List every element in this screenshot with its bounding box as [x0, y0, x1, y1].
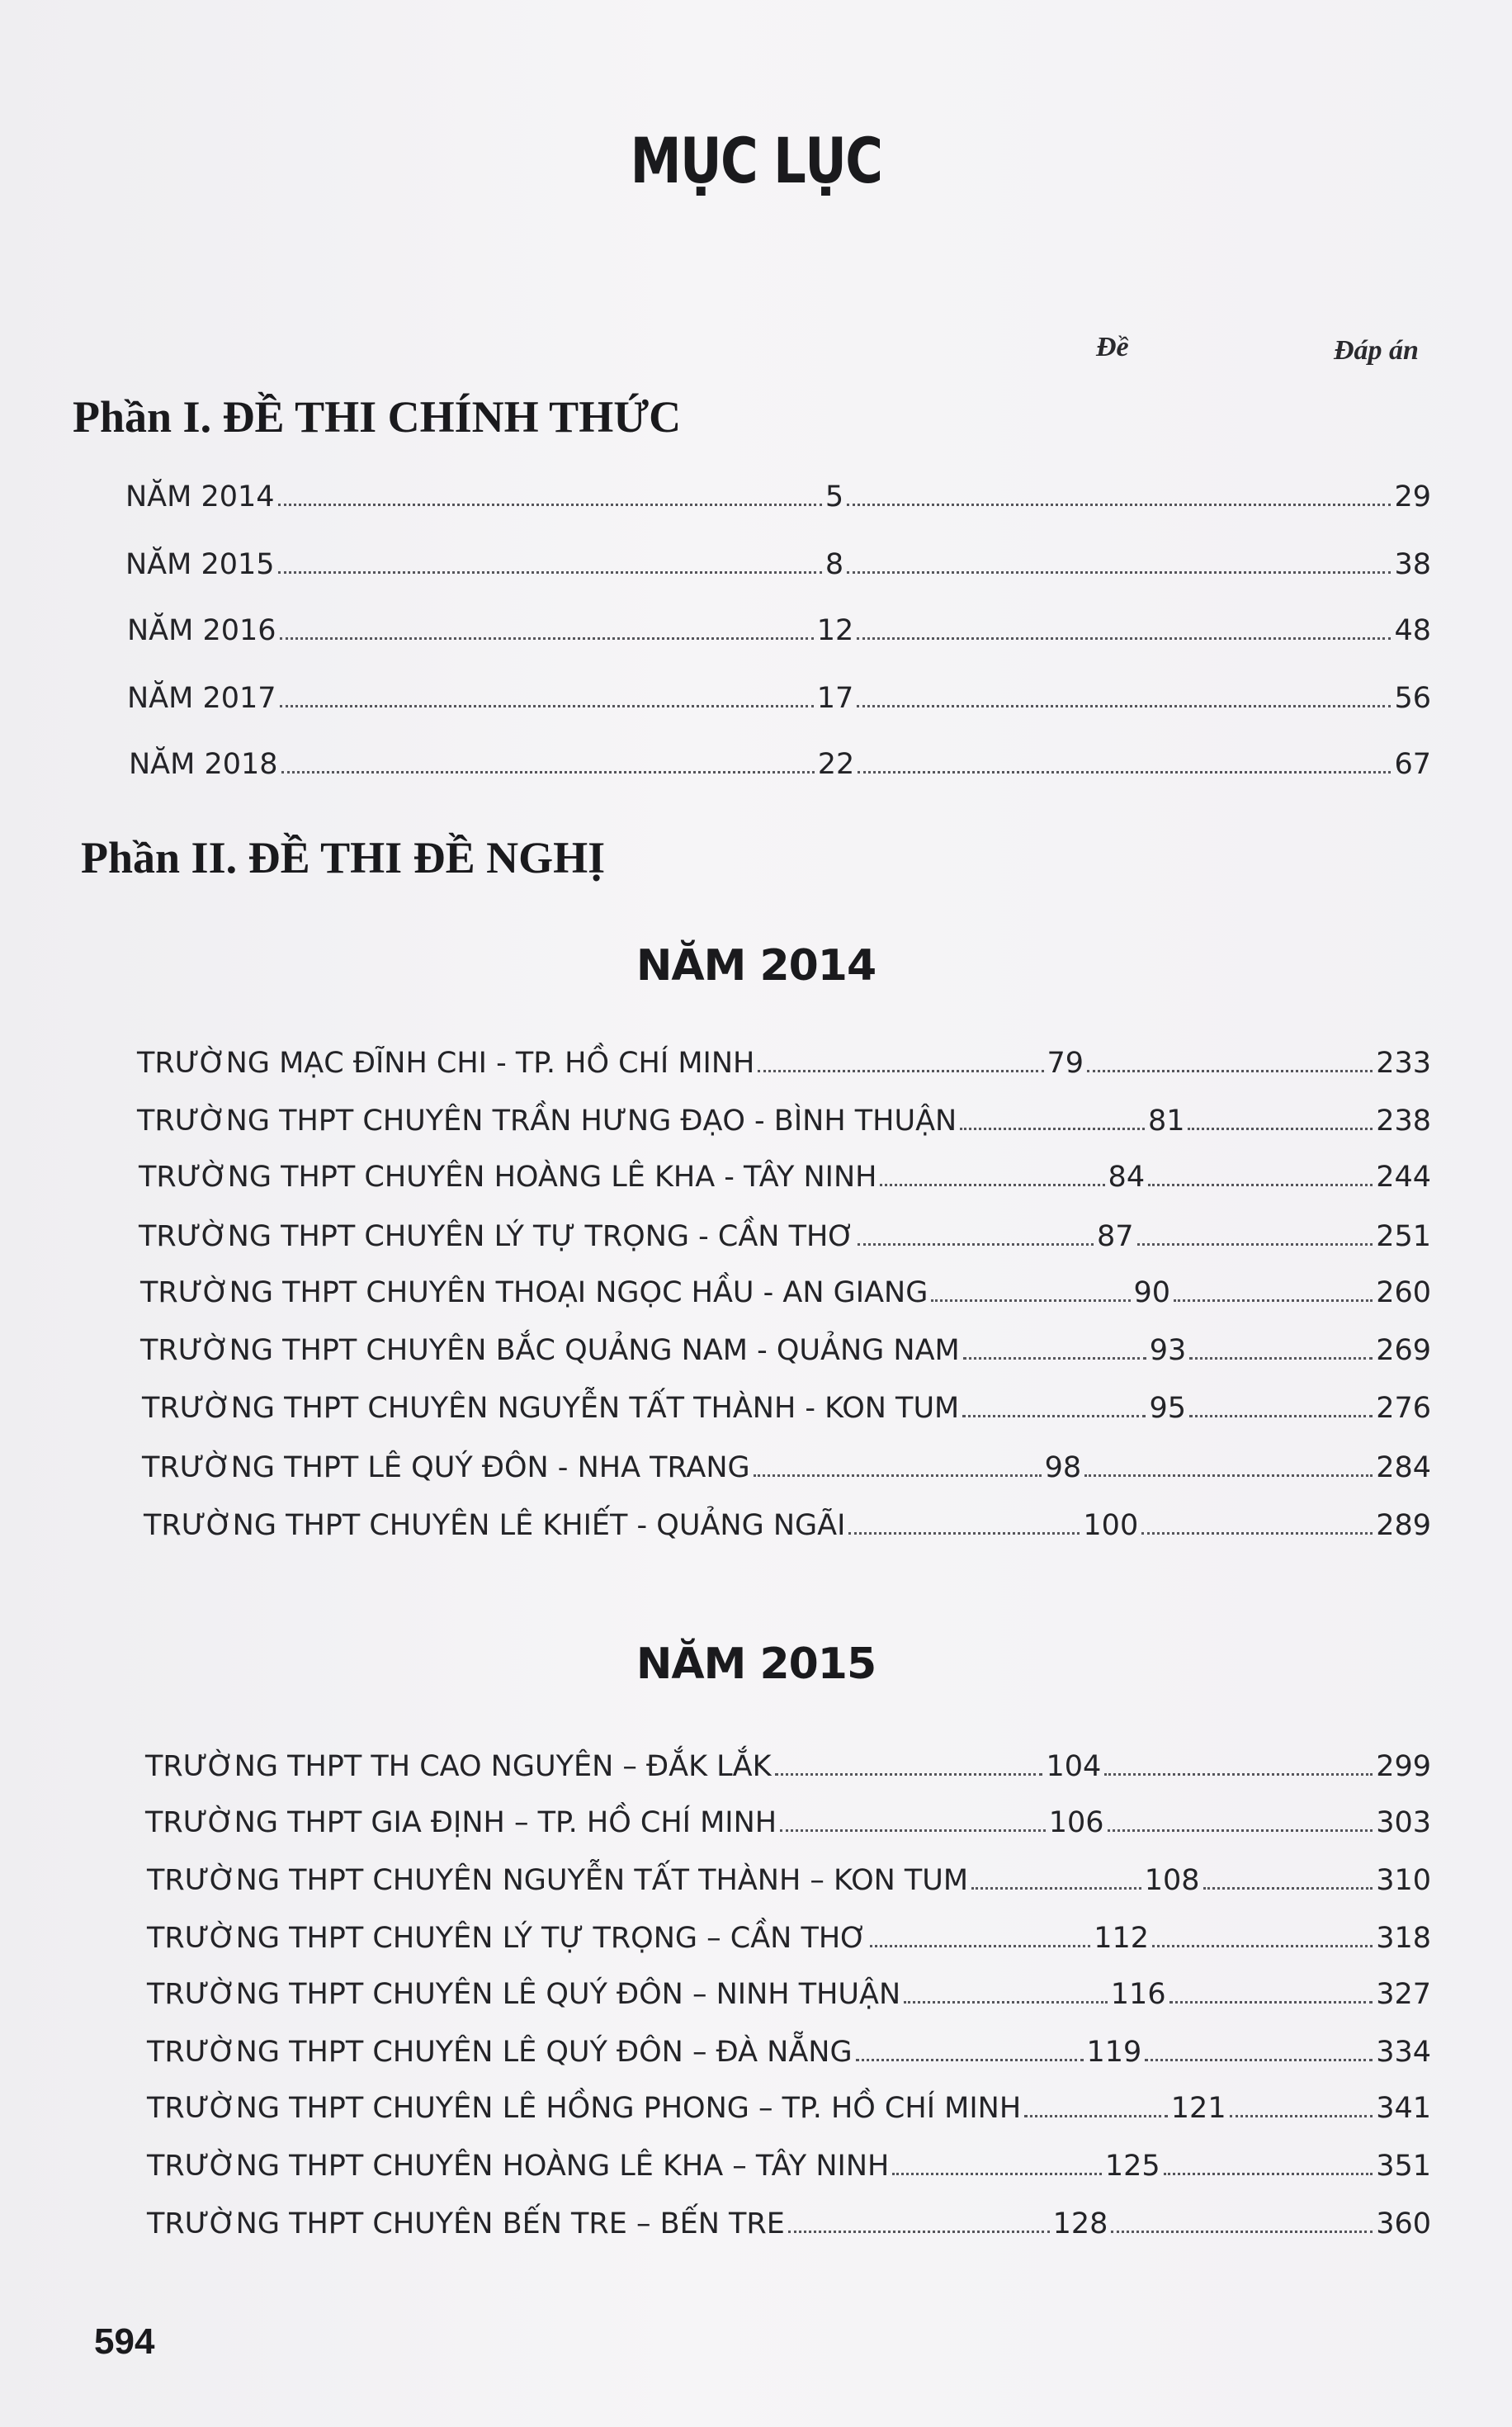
toc-page-de: 22 — [817, 748, 855, 781]
dot-leader — [281, 771, 815, 774]
toc-row[interactable] — [142, 1443, 1431, 1484]
toc-row[interactable] — [147, 2084, 1431, 2125]
toc-page-dap-an: 251 — [1376, 1220, 1431, 1253]
dot-leader — [858, 1243, 1094, 1246]
dot-leader — [278, 504, 822, 506]
toc-page-de: 95 — [1149, 1392, 1186, 1425]
toc-entry-name: TRƯỜNG THPT CHUYÊN BẾN TRE – BẾN TRE — [147, 2207, 785, 2240]
toc-entry-name: TRƯỜNG THPT CHUYÊN LÊ KHIẾT - QUẢNG NGÃI — [144, 1509, 846, 1542]
dot-leader — [971, 1887, 1141, 1890]
toc-page-dap-an: 48 — [1394, 614, 1431, 647]
toc-page-dap-an: 284 — [1376, 1451, 1431, 1484]
toc-page-de: 100 — [1083, 1509, 1139, 1542]
dot-leader — [1189, 1357, 1373, 1360]
toc-page-dap-an: 327 — [1376, 1978, 1431, 2011]
dot-leader — [931, 1299, 1130, 1302]
dot-leader — [280, 637, 814, 640]
toc-row[interactable] — [127, 674, 1431, 715]
toc-entry-name: TRƯỜNG THPT TH CAO NGUYÊN – ĐẮK LẮK — [145, 1750, 772, 1783]
dot-leader — [788, 2231, 1050, 2233]
toc-entry-name: NĂM 2017 — [127, 682, 276, 715]
toc-page-dap-an: 238 — [1376, 1105, 1432, 1138]
toc-row[interactable] — [147, 2199, 1431, 2240]
dot-leader — [1024, 2115, 1168, 2117]
toc-entry-name: NĂM 2015 — [125, 548, 275, 581]
dot-leader — [1152, 1945, 1373, 1947]
dot-leader — [963, 1357, 1146, 1360]
dot-leader — [1111, 2231, 1373, 2233]
part1-heading: Phần I. ĐỀ THI CHÍNH THỨC — [73, 392, 682, 442]
dot-leader — [892, 2173, 1102, 2175]
dot-leader — [1141, 1532, 1373, 1535]
toc-entry-name: TRƯỜNG THPT CHUYÊN LÊ HỒNG PHONG – TP. HỒ CHÍ MINH — [147, 2092, 1022, 2125]
dot-leader — [870, 1945, 1090, 1947]
toc-page-de: 108 — [1144, 1864, 1200, 1897]
toc-page-de: 87 — [1096, 1220, 1134, 1253]
dot-leader — [1230, 2115, 1373, 2117]
toc-entry-name: TRƯỜNG THPT CHUYÊN NGUYỄN TẤT THÀNH – KON TUM — [147, 1864, 969, 1897]
toc-entry-name: TRƯỜNG THPT GIA ĐỊNH – TP. HỒ CHÍ MINH — [145, 1806, 777, 1839]
toc-page-dap-an: 341 — [1376, 2092, 1432, 2125]
toc-page-de: 79 — [1047, 1047, 1084, 1080]
toc-entry-name: TRƯỜNG THPT CHUYÊN LÊ QUÝ ĐÔN – NINH THUẬN — [147, 1978, 901, 2011]
dot-leader — [858, 771, 1391, 774]
page-title: MỤC LỤC — [630, 124, 882, 197]
dot-leader — [1188, 1128, 1373, 1130]
toc-entry-name: TRƯỜNG THPT CHUYÊN HOÀNG LÊ KHA - TÂY NINH — [139, 1161, 877, 1194]
dot-leader — [775, 1773, 1043, 1776]
toc-page-de: 128 — [1052, 2207, 1108, 2240]
toc-page-de: 121 — [1170, 2092, 1226, 2125]
toc-page-dap-an: 318 — [1376, 1922, 1432, 1955]
toc-row[interactable] — [147, 1914, 1431, 1955]
toc-row[interactable] — [142, 1384, 1431, 1425]
toc-page-de: 84 — [1108, 1161, 1146, 1194]
dot-leader — [1189, 1415, 1373, 1417]
dot-leader — [1164, 2173, 1373, 2175]
toc-row[interactable] — [125, 472, 1431, 513]
toc-page-de: 17 — [816, 682, 854, 715]
toc-row[interactable] — [144, 1501, 1431, 1542]
year-heading-2014: NĂM 2014 — [636, 941, 876, 991]
dot-leader — [280, 705, 814, 707]
toc-entry-name: TRƯỜNG MẠC ĐĨNH CHI - TP. HỒ CHÍ MINH — [137, 1047, 755, 1080]
toc-page-de: 81 — [1147, 1105, 1185, 1138]
dot-leader — [856, 2059, 1084, 2061]
toc-page-dap-an: 351 — [1376, 2150, 1432, 2183]
toc-entry-name: TRƯỜNG THPT CHUYÊN TRẦN HƯNG ĐẠO - BÌNH THUẬN — [137, 1105, 957, 1138]
toc-entry-name: TRƯỜNG THPT CHUYÊN LÊ QUÝ ĐÔN – ĐÀ NẴNG — [147, 2036, 853, 2069]
toc-row[interactable] — [137, 1096, 1431, 1138]
toc-page-dap-an: 67 — [1394, 748, 1431, 781]
dot-leader — [1203, 1887, 1373, 1890]
toc-entry-name: TRƯỜNG THPT CHUYÊN THOẠI NGỌC HẦU - AN GIANG — [140, 1276, 928, 1309]
toc-row[interactable] — [147, 2141, 1431, 2183]
toc-entry-name: NĂM 2014 — [125, 480, 275, 513]
toc-page-de: 125 — [1104, 2150, 1160, 2183]
dot-leader — [848, 1532, 1080, 1535]
dot-leader — [847, 571, 1391, 574]
toc-page-de: 90 — [1133, 1276, 1171, 1309]
toc-page-dap-an: 38 — [1394, 548, 1432, 581]
toc-page-dap-an: 289 — [1376, 1509, 1432, 1542]
toc-page-de: 106 — [1048, 1806, 1104, 1839]
toc-page-de: 8 — [825, 548, 844, 581]
toc-page-dap-an: 310 — [1376, 1864, 1431, 1897]
toc-row[interactable] — [147, 1856, 1431, 1897]
part2-heading: Phần II. ĐỀ THI ĐỀ NGHỊ — [81, 833, 606, 882]
toc-entry-name: TRƯỜNG THPT CHUYÊN BẮC QUẢNG NAM - QUẢNG NAM — [140, 1334, 960, 1367]
dot-leader — [1087, 1070, 1373, 1072]
dot-leader — [847, 504, 1391, 506]
toc-page-dap-an: 56 — [1394, 682, 1431, 715]
toc-row[interactable] — [129, 740, 1431, 781]
dot-leader — [857, 637, 1391, 640]
toc-entry-name: TRƯỜNG THPT CHUYÊN LÝ TỰ TRỌNG - CẦN THƠ — [139, 1220, 855, 1253]
toc-page-dap-an: 276 — [1376, 1392, 1431, 1425]
toc-row[interactable] — [125, 540, 1431, 581]
dot-leader — [1084, 1474, 1373, 1477]
toc-entry-name: TRƯỜNG THPT CHUYÊN HOÀNG LÊ KHA – TÂY NINH — [147, 2150, 890, 2183]
column-header-dap-an: Đáp án — [1334, 335, 1419, 366]
toc-page-de: 104 — [1046, 1750, 1102, 1783]
toc-page-de: 98 — [1044, 1451, 1082, 1484]
toc-page-dap-an: 29 — [1394, 480, 1432, 513]
toc-row[interactable] — [127, 606, 1431, 647]
toc-page-de: 12 — [816, 614, 854, 647]
dot-leader — [278, 571, 822, 574]
toc-page-dap-an: 360 — [1376, 2207, 1431, 2240]
toc-row[interactable] — [139, 1212, 1431, 1253]
page-number: 594 — [94, 2321, 155, 2362]
toc-page-dap-an: 269 — [1376, 1334, 1432, 1367]
toc-row[interactable] — [139, 1152, 1431, 1194]
toc-row[interactable] — [147, 1970, 1431, 2011]
toc-page-dap-an: 299 — [1376, 1750, 1432, 1783]
dot-leader — [1169, 2001, 1373, 2004]
toc-row[interactable] — [145, 1742, 1431, 1783]
column-header-de: Đề — [1096, 332, 1129, 362]
toc-entry-name: TRƯỜNG THPT CHUYÊN NGUYỄN TẤT THÀNH - KON TUM — [142, 1392, 960, 1425]
dot-leader — [904, 2001, 1108, 2004]
toc-entry-name: NĂM 2016 — [127, 614, 276, 647]
dot-leader — [1104, 1773, 1373, 1776]
toc-row[interactable] — [137, 1038, 1431, 1080]
toc-page-de: 112 — [1094, 1922, 1150, 1955]
toc-page-de: 119 — [1086, 2036, 1142, 2069]
toc-page-dap-an: 260 — [1376, 1276, 1431, 1309]
dot-leader — [962, 1415, 1146, 1417]
dot-leader — [1148, 1184, 1373, 1186]
dot-leader — [1137, 1243, 1373, 1246]
dot-leader — [1174, 1299, 1373, 1302]
dot-leader — [1145, 2059, 1373, 2061]
year-heading-2015: NĂM 2015 — [636, 1639, 876, 1689]
toc-row[interactable] — [140, 1268, 1431, 1309]
toc-page-dap-an: 244 — [1376, 1161, 1431, 1194]
toc-row[interactable] — [147, 2027, 1431, 2069]
dot-leader — [880, 1184, 1104, 1186]
toc-page-dap-an: 303 — [1376, 1806, 1432, 1839]
toc-entry-name: NĂM 2018 — [129, 748, 278, 781]
toc-page-de: 116 — [1110, 1978, 1166, 2011]
dot-leader — [960, 1128, 1145, 1130]
toc-row[interactable] — [145, 1798, 1431, 1839]
toc-row[interactable] — [140, 1326, 1431, 1367]
dot-leader — [780, 1829, 1046, 1832]
toc-entry-name: TRƯỜNG THPT CHUYÊN LÝ TỰ TRỌNG – CẦN THƠ — [147, 1922, 867, 1955]
toc-page-dap-an: 334 — [1376, 2036, 1431, 2069]
dot-leader — [857, 705, 1391, 707]
toc-page-dap-an: 233 — [1376, 1047, 1431, 1080]
dot-leader — [758, 1070, 1043, 1072]
dot-leader — [1108, 1829, 1373, 1832]
dot-leader — [754, 1474, 1042, 1477]
toc-entry-name: TRƯỜNG THPT LÊ QUÝ ĐÔN - NHA TRANG — [142, 1451, 750, 1484]
toc-page-de: 5 — [825, 480, 844, 513]
toc-page-de: 93 — [1149, 1334, 1187, 1367]
